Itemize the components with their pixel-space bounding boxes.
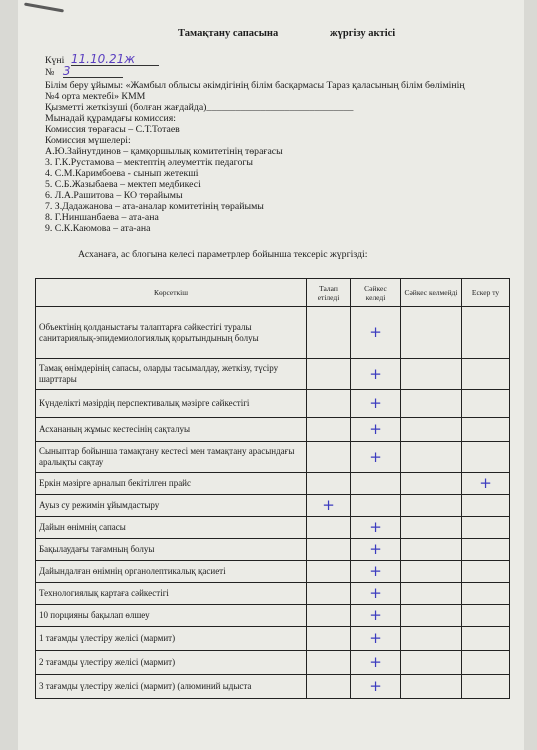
mark-note	[462, 442, 510, 473]
mark-noncompliant	[401, 651, 462, 675]
mark-required	[307, 675, 351, 699]
mark-note	[462, 517, 510, 539]
mark-noncompliant	[401, 605, 462, 627]
number-value: 3	[63, 66, 123, 78]
mark-note	[462, 583, 510, 605]
document-title-left: Тамақтану сапасына	[178, 28, 279, 39]
mark-noncompliant	[401, 473, 462, 495]
row-indicator: Асхананың жұмыс кестесінің сақталуы	[36, 418, 307, 442]
table-row	[36, 651, 510, 675]
mark-note	[462, 418, 510, 442]
document-title-right: жүргізу актісі	[330, 28, 396, 39]
mark-compliant: +	[351, 517, 401, 539]
org-line-1: Білім беру ұйымы: «Жамбыл облысы әкімдігінің білім басқармасы Тараз қаласының білім бөлімінің	[45, 80, 465, 91]
row-indicator: 10 порцияны бақылап өлшеу	[36, 605, 307, 627]
mark-note	[462, 675, 510, 699]
mark-required	[307, 583, 351, 605]
mark-required	[307, 517, 351, 539]
table-row	[36, 442, 510, 473]
table-row	[36, 359, 510, 390]
mark-note	[462, 651, 510, 675]
mark-compliant: +	[351, 390, 401, 418]
mark-required	[307, 359, 351, 390]
table-row	[36, 517, 510, 539]
mark-noncompliant	[401, 627, 462, 651]
member-line: 7. З.Дадажанова – ата-аналар комитетінің төрайымы	[45, 201, 264, 212]
row-indicator: Ауыз су режимін ұйымдастыру	[36, 495, 307, 517]
table-row	[36, 307, 510, 359]
mark-note	[462, 605, 510, 627]
mark-noncompliant	[401, 561, 462, 583]
mark-note	[462, 495, 510, 517]
table-row	[36, 561, 510, 583]
mark-noncompliant	[401, 442, 462, 473]
column-header-indicator: Көрсеткіш	[36, 279, 307, 307]
member-line: 4. С.М.Каримбоева - сынып жетекші	[45, 168, 199, 179]
number-line	[45, 66, 123, 78]
mark-noncompliant	[401, 307, 462, 359]
mark-noncompliant	[401, 495, 462, 517]
row-indicator: Объектінің қолданыстағы талаптарға сәйкестігі туралы санитариялық-эпидемиологиялық қорытындының болуы	[36, 307, 307, 359]
mark-note	[462, 359, 510, 390]
mark-required	[307, 418, 351, 442]
mark-noncompliant	[401, 675, 462, 699]
row-indicator: Күнделікті мәзірдің перспективалық мәзірге сәйкестігі	[36, 390, 307, 418]
mark-compliant: +	[351, 675, 401, 699]
mark-compliant: +	[351, 442, 401, 473]
table-row	[36, 675, 510, 699]
supplier-line: Қызметті жеткізуші (болған жағдайда)______________________________	[45, 102, 354, 113]
mark-required	[307, 307, 351, 359]
mark-compliant: +	[351, 627, 401, 651]
mark-required: +	[307, 495, 351, 517]
mark-noncompliant	[401, 390, 462, 418]
mark-compliant: +	[351, 583, 401, 605]
member-line: 5. С.Б.Жазыбаева – мектеп медбикесі	[45, 179, 201, 190]
row-indicator: Тамақ өнімдерінің сапасы, оларды тасымалдау, жеткізу, түсіру шарттары	[36, 359, 307, 390]
member-line: А.Ю.Зайнутдинов – қамқоршылық комитетінің төрағасы	[45, 146, 283, 157]
member-line: 9. С.К.Каюмова – ата-ана	[45, 223, 151, 234]
org-line-2: №4 орта мектебі» КММ	[45, 91, 146, 102]
mark-noncompliant	[401, 359, 462, 390]
table-row	[36, 627, 510, 651]
column-header-note: Ескер ту	[462, 279, 510, 307]
mark-noncompliant	[401, 583, 462, 605]
table-row	[36, 495, 510, 517]
mark-noncompliant	[401, 517, 462, 539]
mark-compliant: +	[351, 651, 401, 675]
mark-compliant: +	[351, 418, 401, 442]
table-header-row	[36, 279, 510, 307]
mark-note	[462, 561, 510, 583]
member-line: 3. Г.К.Рустамова – мектептің әлеуметтік педагогы	[45, 157, 253, 168]
table-row	[36, 390, 510, 418]
mark-required	[307, 539, 351, 561]
column-header-noncompliant: Сәйкес келмейді	[401, 279, 462, 307]
day-label: Күні	[45, 55, 65, 66]
column-header-compliant: Сәйкес келеді	[351, 279, 401, 307]
mark-required	[307, 561, 351, 583]
commission-heading: Мынадай құрамдағы комиссия:	[45, 113, 176, 124]
table-row	[36, 605, 510, 627]
mark-compliant	[351, 473, 401, 495]
mark-note	[462, 307, 510, 359]
inspection-table	[35, 278, 510, 699]
mark-compliant: +	[351, 561, 401, 583]
table-row	[36, 473, 510, 495]
mark-compliant	[351, 495, 401, 517]
mark-note	[462, 390, 510, 418]
row-indicator: 3 тағамды үлестіру желісі (мармит) (алюминий ыдыста	[36, 675, 307, 699]
mark-note	[462, 539, 510, 561]
mark-required	[307, 605, 351, 627]
row-indicator: Технологиялық картаға сәйкестігі	[36, 583, 307, 605]
row-indicator: Еркін мәзірге арналып бекітілген прайс	[36, 473, 307, 495]
mark-compliant: +	[351, 539, 401, 561]
mark-compliant: +	[351, 307, 401, 359]
table-row	[36, 418, 510, 442]
table-row	[36, 583, 510, 605]
row-indicator: 1 тағамды үлестіру желісі (мармит)	[36, 627, 307, 651]
mark-noncompliant	[401, 418, 462, 442]
mark-compliant: +	[351, 359, 401, 390]
row-indicator: 2 тағамды үлестіру желісі (мармит)	[36, 651, 307, 675]
mark-required	[307, 473, 351, 495]
row-indicator: Дайын өнімнің сапасы	[36, 517, 307, 539]
table-row	[36, 539, 510, 561]
mark-required	[307, 390, 351, 418]
number-label: №	[45, 67, 55, 78]
row-indicator: Дайындалған өнімнің органолептикалық қасиеті	[36, 561, 307, 583]
column-header-required: Талап етіледі	[307, 279, 351, 307]
commission-chair: Комиссия төрағасы – С.Т.Тотаев	[45, 124, 180, 135]
member-line: 8. Г.Ниншанбаева – ата-ана	[45, 212, 159, 223]
mark-required	[307, 442, 351, 473]
mark-note: +	[462, 473, 510, 495]
day-value: 11.10.21ж	[71, 54, 159, 66]
mark-compliant: +	[351, 605, 401, 627]
mark-required	[307, 627, 351, 651]
row-indicator: Сыныптар бойынша тамақтану кестесі мен тамақтану арасындағы аралықты сақтау	[36, 442, 307, 473]
mark-required	[307, 651, 351, 675]
mark-noncompliant	[401, 539, 462, 561]
inspection-intro: Асханаға, ас блогына келесі параметрлер бойынша тексеріс жүргізді:	[78, 249, 368, 260]
commission-members-heading: Комиссия мүшелері:	[45, 135, 131, 146]
member-line: 6. Л.А.Рашитова – КО төрайымы	[45, 190, 183, 201]
row-indicator: Бақылаудағы тағамның болуы	[36, 539, 307, 561]
mark-note	[462, 627, 510, 651]
